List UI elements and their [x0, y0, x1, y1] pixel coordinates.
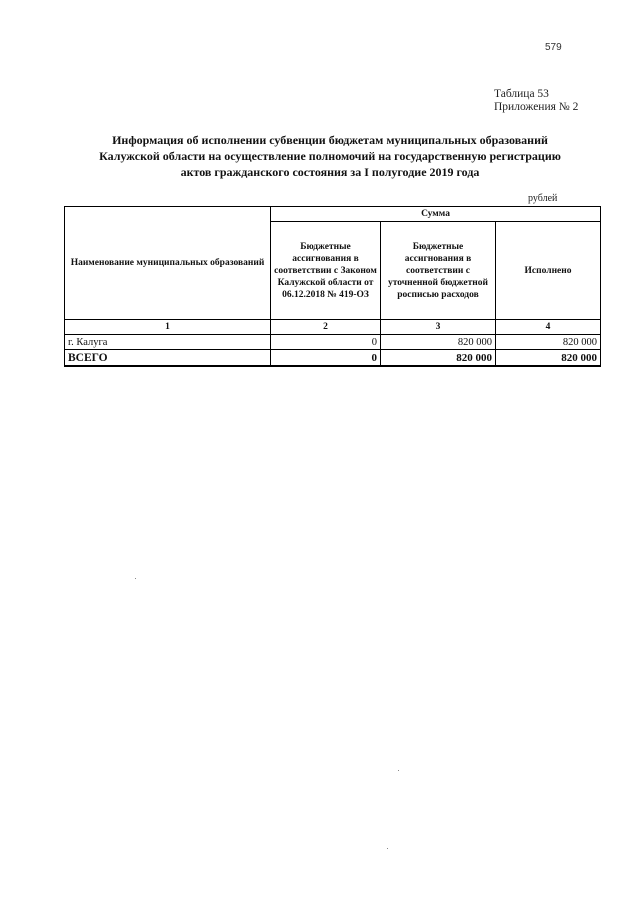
table-reference [494, 88, 578, 114]
law-allocation-value: 0 [271, 335, 381, 350]
header-law-allocations: Бюджетные ассигнования в соответствии с Законом Калужской области от 06.12.2018 № 419-ОЗ [271, 222, 381, 320]
table-row [65, 335, 601, 350]
title-line-1: Информация об исполнении субвенции бюджетам муниципальных образований [112, 133, 548, 147]
column-number: 3 [381, 320, 496, 335]
header-municipality-name: Наименование муниципальных образований [65, 207, 271, 320]
document-title [60, 132, 600, 180]
scan-speck [398, 770, 399, 771]
header-refined-allocations: Бюджетные ассигнования в соответствии с уточненной бюджетной росписью расходов [381, 222, 496, 320]
executed-value: 820 000 [496, 335, 601, 350]
title-line-3: актов гражданского состояния за I полугодие 2019 года [180, 165, 480, 179]
column-number: 4 [496, 320, 601, 335]
refined-allocation-value: 820 000 [381, 335, 496, 350]
table-label: Таблица 53 [494, 88, 549, 100]
appendix-label: Приложения № 2 [494, 101, 579, 113]
header-executed: Исполнено [496, 222, 601, 320]
column-number: 1 [65, 320, 271, 335]
scan-speck [387, 848, 388, 849]
column-number: 2 [271, 320, 381, 335]
total-refined-allocation: 820 000 [381, 350, 496, 367]
column-number-row [65, 320, 601, 335]
header-sum-group: Сумма [271, 207, 601, 222]
total-label: ВСЕГО [65, 350, 271, 367]
total-executed: 820 000 [496, 350, 601, 367]
subvention-table [64, 206, 601, 367]
page-number: 579 [545, 42, 562, 53]
municipality-name: г. Калуга [65, 335, 271, 350]
total-row [65, 350, 601, 367]
scan-speck [135, 578, 136, 579]
unit-label: рублей [528, 193, 558, 204]
total-law-allocation: 0 [271, 350, 381, 367]
title-line-2: Калужской области на осуществление полномочий на государственную регистрацию [99, 149, 561, 163]
